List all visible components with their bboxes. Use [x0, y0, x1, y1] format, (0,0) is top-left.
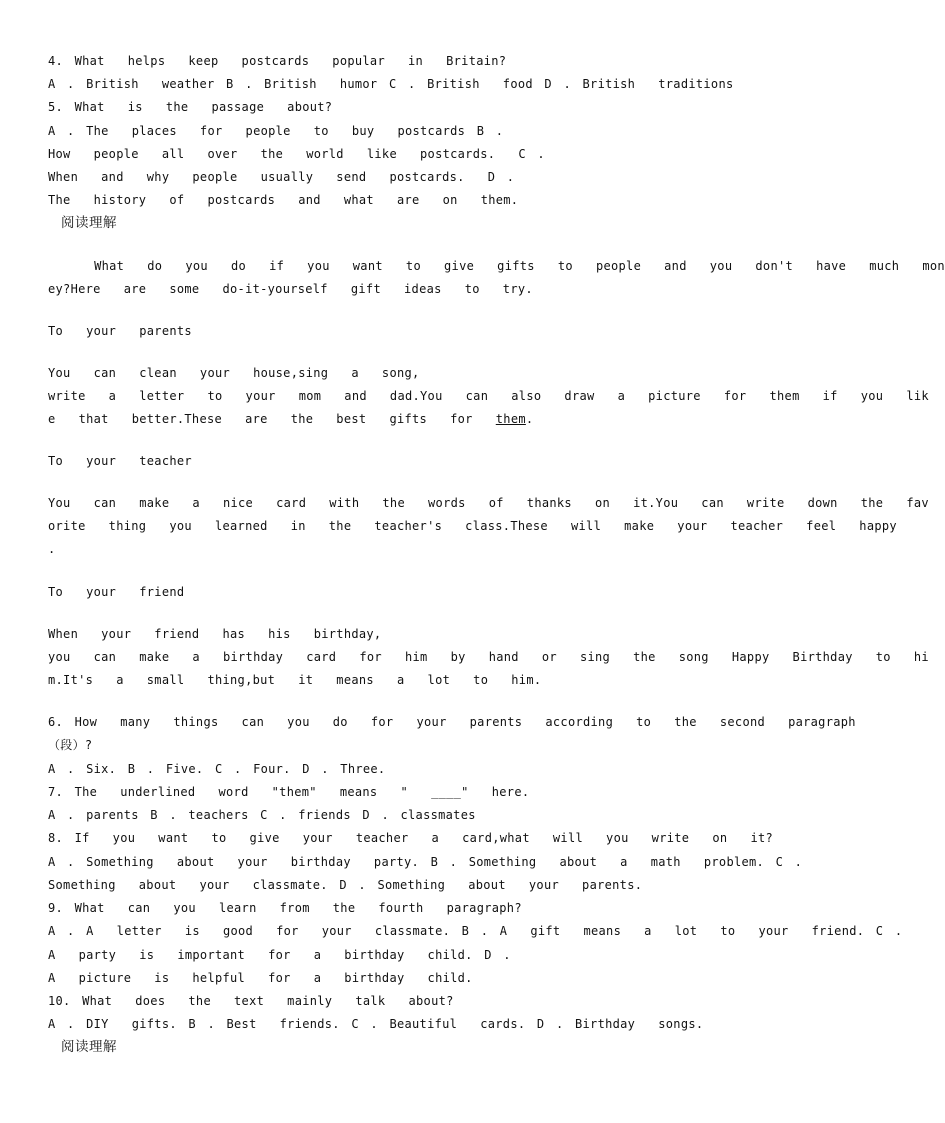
passage-intro-line: ey?Here are some do-it-yourself gift ideas to try. [48, 282, 533, 296]
question-4: 4. What helps keep postcards popular in Britain? [48, 54, 507, 68]
question-9: 9. What can you learn from the fourth paragraph? [48, 901, 522, 915]
question-8-option-line: A . Something about your birthday party. B . Something about a math problem. C . [48, 855, 803, 869]
question-6: 6. How many things can you do for your parents according to the second paragraph [48, 715, 856, 729]
parents-paragraph-line: You can clean your house,sing a song, [48, 366, 420, 380]
question-10-options: A . DIY gifts. B . Best friends. C . Beautiful cards. D . Birthday songs. [48, 1017, 704, 1031]
question-7-options: A . parents B . teachers C . friends D . classmates [48, 808, 476, 822]
question-5-option-line: A . The places for people to buy postcards B . [48, 124, 504, 138]
question-5-option-line: How people all over the world like postcards. C . [48, 147, 545, 161]
question-5-option-line: When and why people usually send postcards. D . [48, 170, 515, 184]
parents-line-end: . [525, 412, 534, 426]
passage-intro-line: What do you do if you want to give gifts to people and you don't have much mon [48, 259, 945, 273]
parents-line-text: e that better.These are the best gifts for [48, 412, 496, 426]
question-5-option-line: The history of postcards and what are on them. [48, 193, 519, 207]
question-5: 5. What is the passage about? [48, 100, 333, 114]
question-9-option-line: A party is important for a birthday child. D . [48, 948, 511, 962]
question-8-option-line: Something about your classmate. D . Something about your parents. [48, 878, 643, 892]
question-10: 10. What does the text mainly talk about? [48, 994, 454, 1008]
friend-paragraph-line: When your friend has his birthday, [48, 627, 382, 641]
question-4-options: A . British weather B . British humor C . British food D . British traditions [48, 77, 734, 91]
section-heading-reading: 阅读理解 [61, 1039, 117, 1055]
section-heading-reading: 阅读理解 [61, 215, 117, 231]
underlined-word-them: them [495, 412, 526, 426]
parents-paragraph-line: write a letter to your mom and dad.You can also draw a picture for them if you lik [48, 389, 929, 403]
teacher-paragraph-line: You can make a nice card with the words of thanks on it.You can write down the fav [48, 496, 929, 510]
paragraph-title-friend: To your friend [48, 585, 185, 599]
question-7: 7. The underlined word "them" means " ____" here. [48, 785, 530, 799]
parents-paragraph-line [48, 410, 748, 428]
friend-paragraph-line: m.It's a small thing,but it means a lot to him. [48, 673, 542, 687]
teacher-paragraph-line: orite thing you learned in the teacher's class.These will make your teacher feel happy [48, 519, 897, 533]
question-6-options: A . Six. B . Five. C . Four. D . Three. [48, 762, 386, 776]
paragraph-title-parents: To your parents [48, 324, 192, 338]
paragraph-title-teacher: To your teacher [48, 454, 192, 468]
teacher-paragraph-line: . [48, 542, 56, 556]
question-8: 8. If you want to give your teacher a card,what will you write on it? [48, 831, 774, 845]
question-9-option-line: A picture is helpful for a birthday child. [48, 971, 473, 985]
question-6-continued: （段）? [48, 738, 93, 752]
friend-paragraph-line: you can make a birthday card for him by hand or sing the song Happy Birthday to hi [48, 650, 929, 664]
question-9-option-line: A . A letter is good for your classmate. B . A gift means a lot to your friend. C . [48, 924, 903, 938]
